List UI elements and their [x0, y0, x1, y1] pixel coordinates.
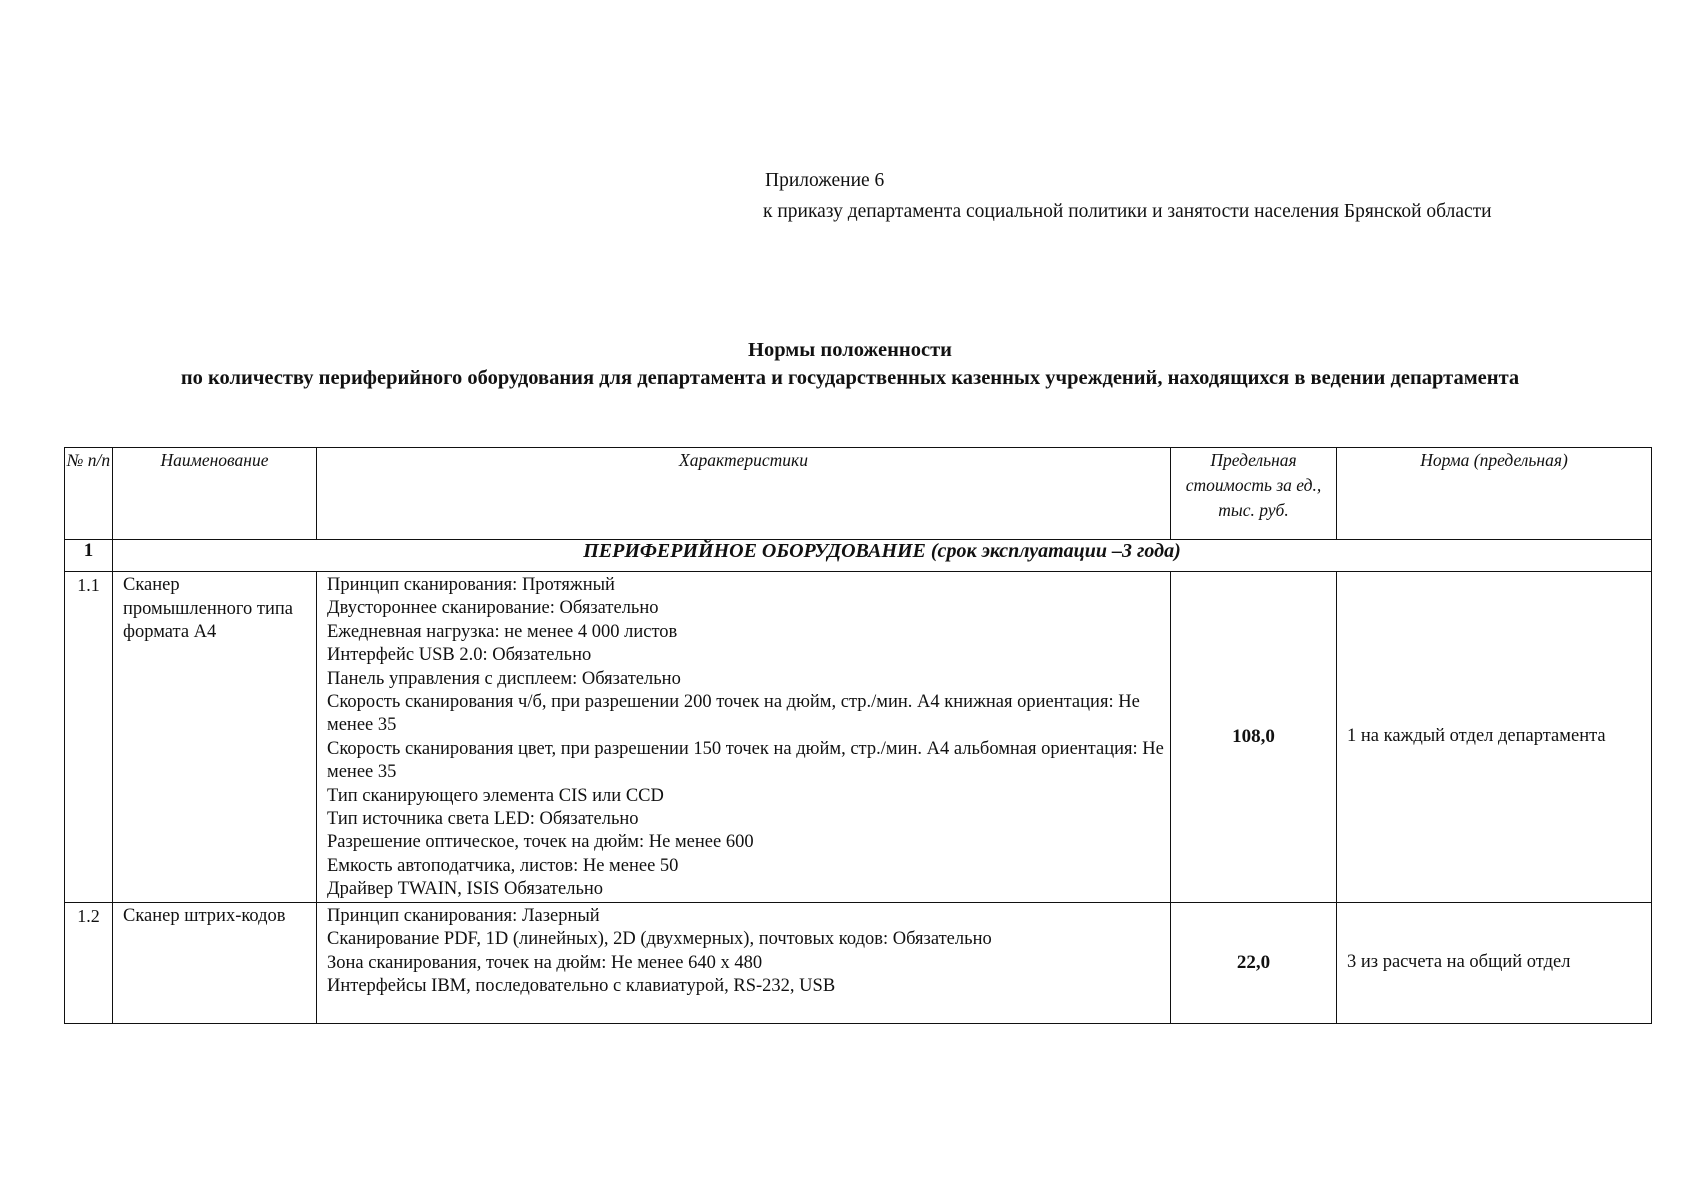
spec-line: Панель управления с дисплеем: Обязательно	[327, 668, 681, 689]
row-characteristics	[317, 572, 1171, 903]
appendix-order-reference: к приказу департамента социальной политики и занятости населения Брянской области	[763, 201, 1492, 222]
header-number: № п/п	[65, 448, 113, 540]
section-number: 1	[65, 540, 113, 572]
row-norm: 3 из расчета на общий отдел	[1337, 902, 1652, 1023]
spec-line: Тип источника света LED: Обязательно	[327, 809, 639, 830]
row-number: 1.1	[65, 572, 113, 903]
spec-line: Разрешение оптическое, точек на дюйм: Не менее 600	[327, 832, 754, 853]
spec-line: Драйвер TWAIN, ISIS Обязательно	[327, 879, 604, 900]
row-characteristics	[317, 902, 1171, 1023]
spec-line: Тип сканирующего элемента CIS или CCD	[327, 785, 664, 806]
section-title: ПЕРИФЕРИЙНОЕ ОБОРУДОВАНИЕ (срок эксплуатации –3 года)	[113, 540, 1652, 572]
row-item-name: Сканер штрих-кодов	[113, 902, 317, 1023]
spec-line: Интерфейсы IBM, последовательно с клавиатурой, RS-232, USB	[327, 975, 836, 996]
norms-table	[64, 447, 1652, 1024]
row-cost: 22,0	[1171, 902, 1337, 1023]
section-row	[65, 540, 1652, 572]
header-cost: Предельная стоимость за ед., тыс. руб.	[1171, 448, 1337, 540]
spec-line: Сканирование PDF, 1D (линейных), 2D (двухмерных), почтовых кодов: Обязательно	[327, 929, 992, 950]
title-main: Нормы положенности	[748, 339, 952, 361]
header-characteristics: Характеристики	[317, 448, 1171, 540]
appendix-number: Приложение 6	[765, 170, 885, 191]
spec-line: Скорость сканирования цвет, при разрешении 150 точек на дюйм, стр./мин. А4 альбомная ориентация: Не менее 35	[327, 738, 1164, 783]
table-row	[65, 902, 1652, 1023]
row-number: 1.2	[65, 902, 113, 1023]
spec-line: Ежедневная нагрузка: не менее 4 000 листов	[327, 621, 678, 642]
table-row	[65, 572, 1652, 903]
spec-line: Зона сканирования, точек на дюйм: Не менее 640 х 480	[327, 952, 763, 973]
spec-line: Принцип сканирования: Протяжный	[327, 575, 615, 595]
row-item-name: Сканер промышленного типа формата А4	[113, 572, 317, 903]
spec-line: Емкость автоподатчика, листов: Не менее 50	[327, 855, 679, 876]
spec-line: Двустороннее сканирование: Обязательно	[327, 598, 659, 619]
header-name: Наименование	[113, 448, 317, 540]
appendix-note	[763, 165, 1585, 227]
header-norm: Норма (предельная)	[1337, 448, 1652, 540]
spec-line: Интерфейс USB 2.0: Обязательно	[327, 645, 592, 666]
document-title	[60, 336, 1640, 392]
spec-line: Принцип сканирования: Лазерный	[327, 905, 600, 926]
row-cost: 108,0	[1171, 572, 1337, 903]
row-norm: 1 на каждый отдел департамента	[1337, 572, 1652, 903]
title-subtitle: по количеству периферийного оборудования для департамента и государственных казенных учреждений, находящихся в ведении департамента	[180, 367, 1520, 389]
spec-line: Скорость сканирования ч/б, при разрешении 200 точек на дюйм, стр./мин. А4 книжная ориентация: Не менее 35	[327, 692, 1140, 736]
table-header-row	[65, 448, 1652, 540]
